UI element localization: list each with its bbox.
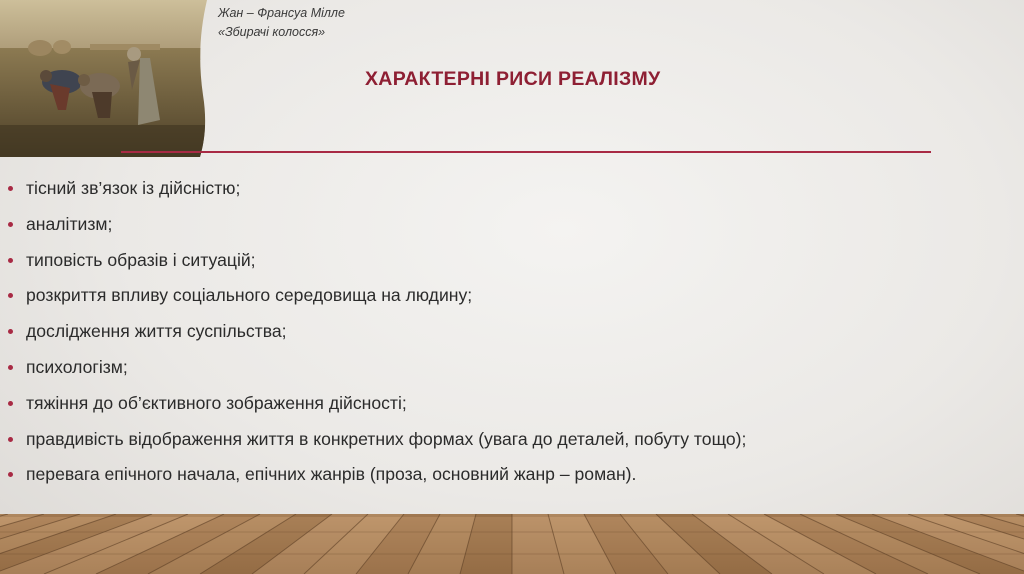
bullet-dot-icon: [8, 329, 13, 334]
caption-author: Жан – Франсуа Мілле: [218, 6, 345, 20]
list-item: [8, 212, 746, 248]
list-item-text: правдивість відображення життя в конкретних формах (увага до деталей, побуту тощо);: [26, 428, 747, 449]
list-item: [8, 283, 746, 319]
list-item: [8, 319, 746, 355]
list-item-text: типовість образів і ситуацій;: [26, 249, 256, 270]
list-item: [8, 355, 746, 391]
bullet-dot-icon: [8, 258, 13, 263]
bullet-dot-icon: [8, 365, 13, 370]
list-item-text: перевага епічного начала, епічних жанрів (проза, основний жанр – роман).: [26, 464, 637, 485]
wooden-floor: [0, 514, 1024, 574]
title-divider: [121, 151, 931, 153]
list-item: [8, 462, 746, 498]
caption-work: «Збирачі колосся»: [218, 25, 326, 39]
list-item: [8, 176, 746, 212]
painting-image: [0, 0, 207, 157]
list-item: [8, 391, 746, 427]
bullet-dot-icon: [8, 186, 13, 191]
list-item-text: аналітизм;: [26, 213, 113, 234]
bullet-dot-icon: [8, 293, 13, 298]
bullet-dot-icon: [8, 222, 13, 227]
painting-caption: [218, 4, 345, 42]
list-item: [8, 427, 746, 463]
bullet-list: [8, 176, 746, 498]
bullet-dot-icon: [8, 437, 13, 442]
list-item: [8, 248, 746, 284]
list-item-text: розкриття впливу соціального середовища на людину;: [26, 285, 473, 306]
list-item-text: тяжіння до об’єктивного зображення дійсності;: [26, 392, 407, 413]
bullet-dot-icon: [8, 401, 13, 406]
list-item-text: дослідження життя суспільства;: [26, 321, 287, 342]
slide-title: ХАРАКТЕРНІ РИСИ РЕАЛІЗМУ: [365, 68, 661, 90]
list-item-text: психологізм;: [26, 356, 128, 377]
bullet-dot-icon: [8, 472, 13, 477]
list-item-text: тісний зв’язок із дійсністю;: [26, 178, 241, 198]
